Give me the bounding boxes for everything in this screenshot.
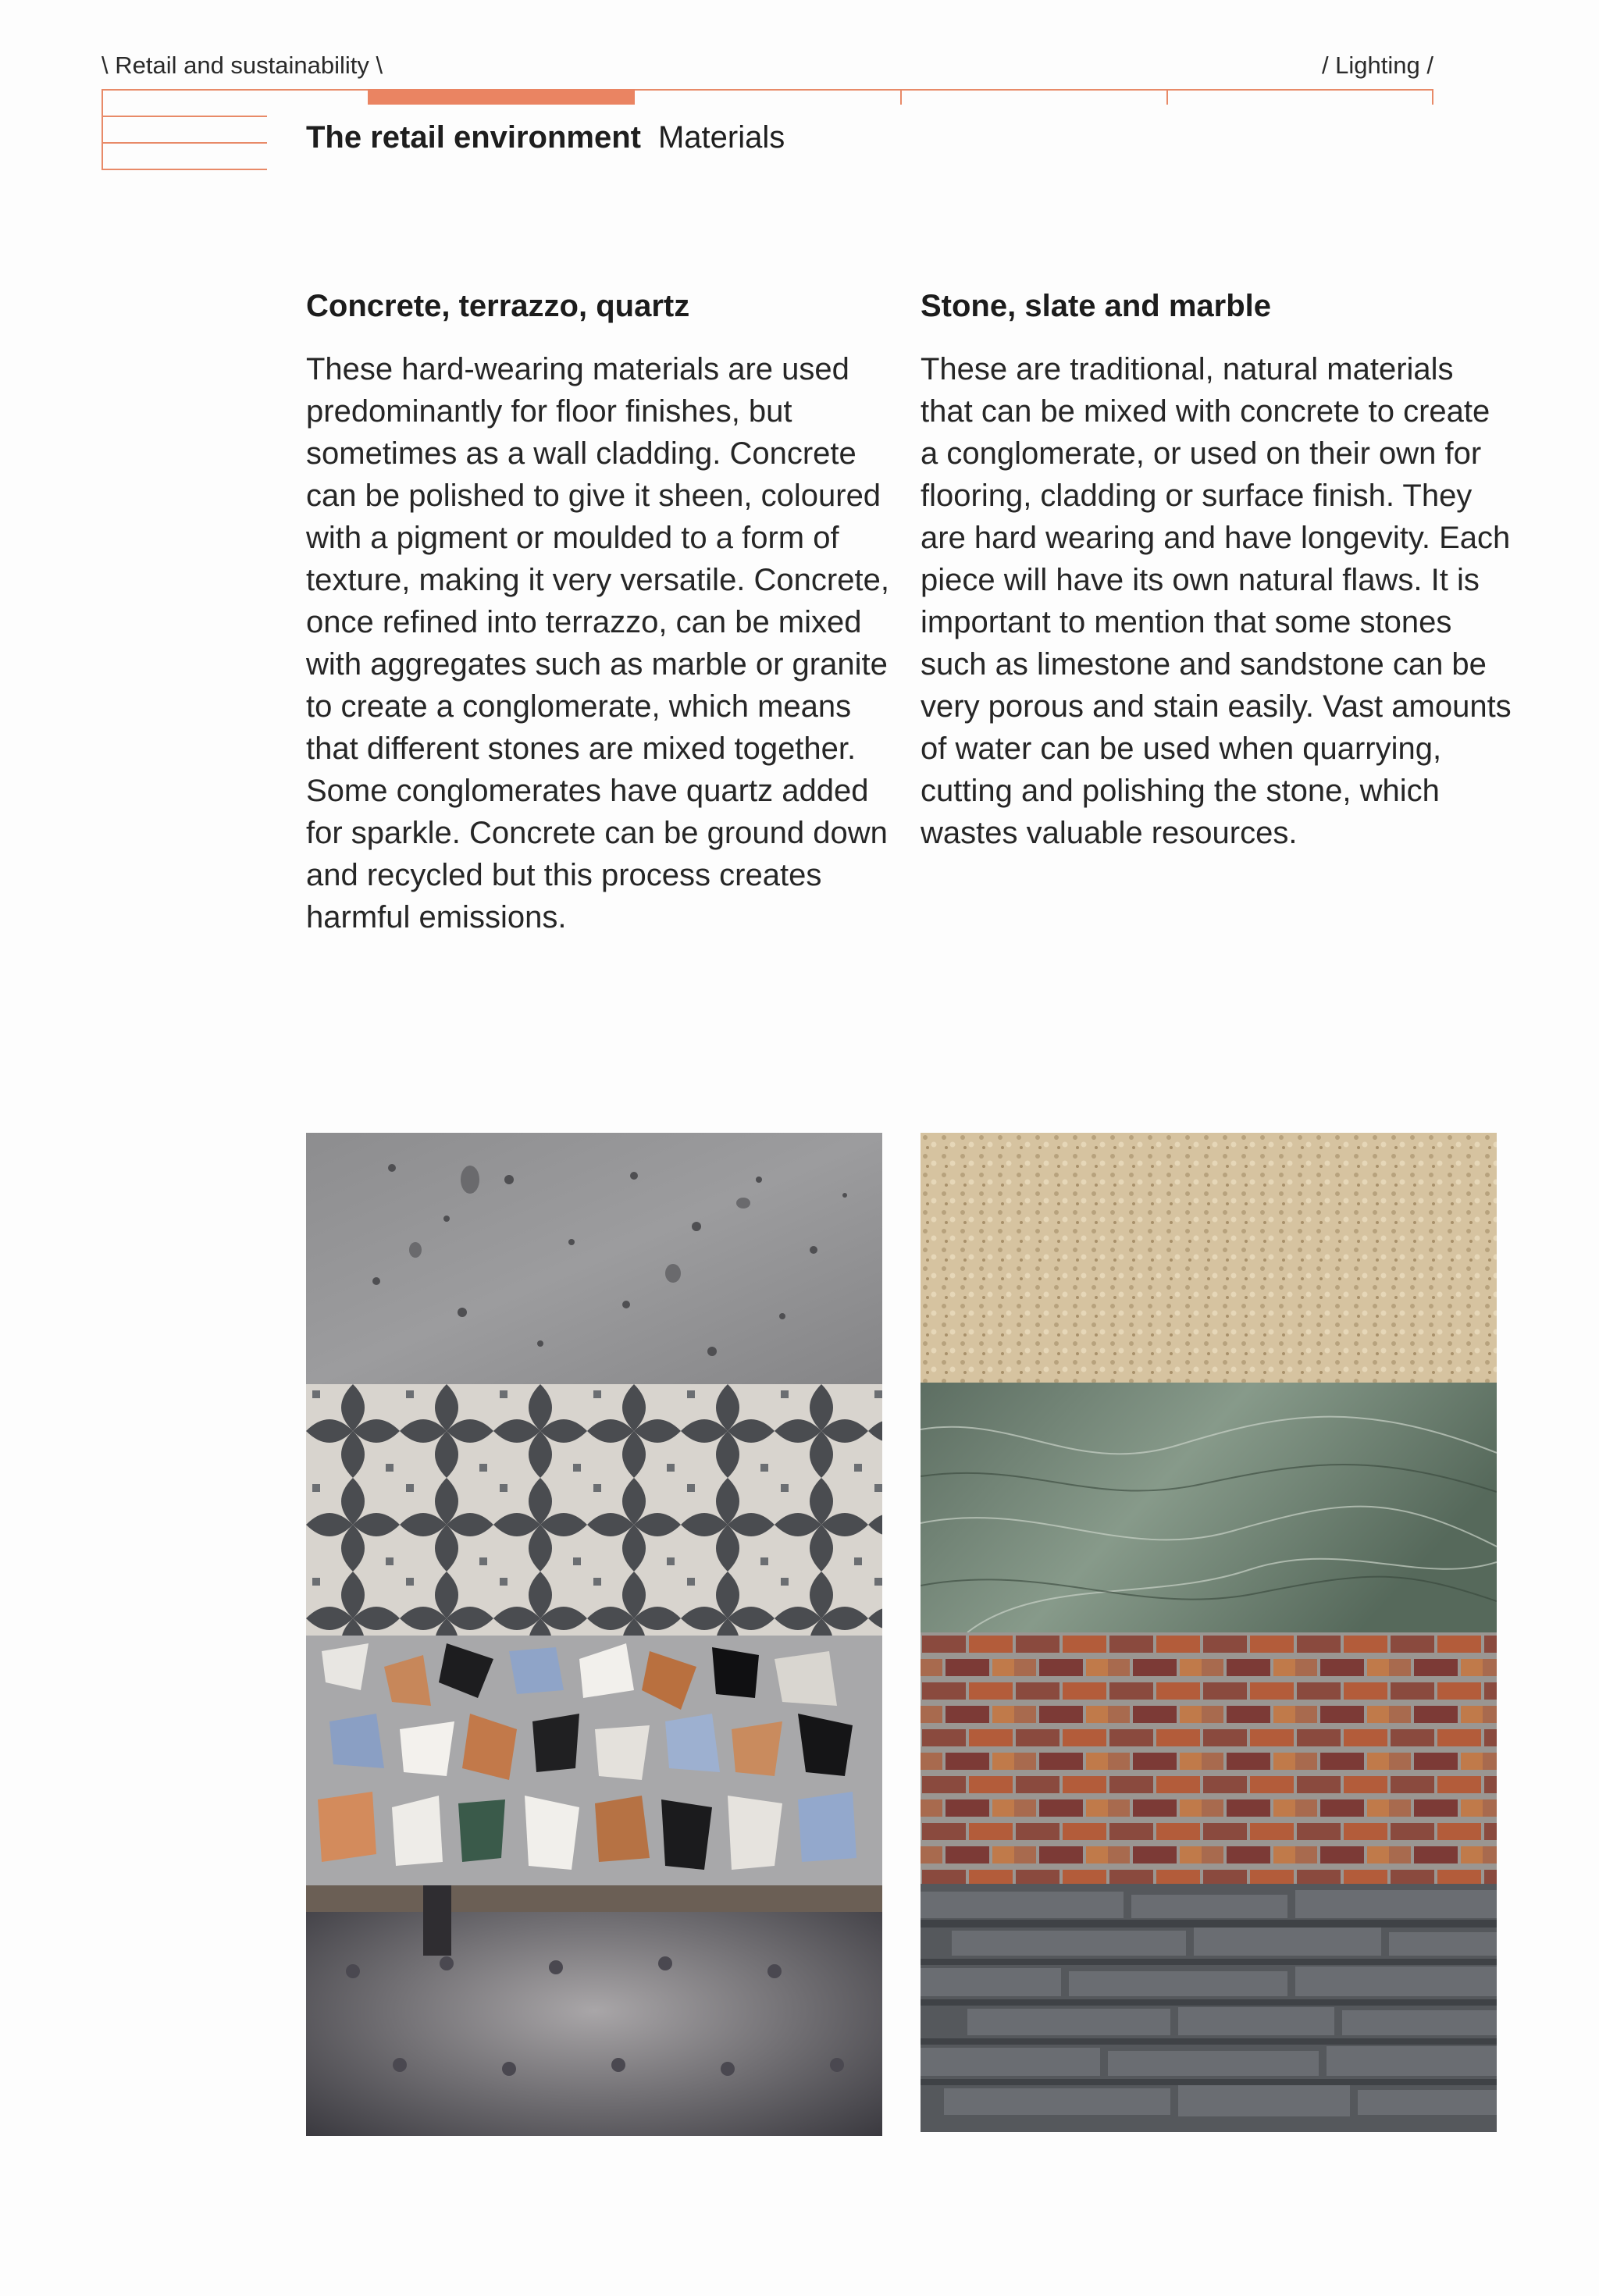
active-section-tab [368, 89, 635, 105]
green-marble-swatch [921, 1383, 1497, 1632]
margin-rule [101, 142, 267, 144]
subsection-title: Materials [657, 120, 785, 155]
column-body: These are traditional, natural materials that can be mixed with concrete to create a conglomerate, or used on their own for flooring, cladding or surface finish. They are hard wearing and have longevity. Each piece will have its own natural flaws. It is important to mention that some stones such as limestone and sandstone can be very porous and stain easily. Vast amounts of water can be used when quarrying, cutting and polishing the stone, which wastes valuable resources. [921, 352, 1512, 850]
margin-rule [101, 116, 267, 117]
column-concrete [306, 287, 899, 938]
header-left-edge [101, 89, 103, 170]
header-top-rule [101, 89, 1433, 91]
slate-cladding-swatch [921, 1884, 1497, 2132]
column-heading: Stone, slate and marble [921, 289, 1272, 323]
column-heading: Concrete, terrazzo, quartz [306, 289, 690, 323]
terrazzo-swatch [306, 1636, 882, 1885]
page-title [306, 120, 785, 155]
header-tick [900, 89, 902, 105]
column-stone [921, 287, 1514, 854]
breadcrumb-right: / Lighting / [1321, 52, 1433, 79]
cast-concrete-panel-swatch [306, 1885, 882, 2136]
brick-wall-swatch [921, 1632, 1497, 1884]
breadcrumb-left: \ Retail and sustainability \ [101, 52, 383, 79]
sandstone-swatch [921, 1133, 1497, 1383]
patterned-tile-swatch [306, 1384, 882, 1636]
header-tick [1166, 89, 1168, 105]
margin-rule [101, 169, 267, 170]
section-title: The retail environment [306, 120, 641, 155]
concrete-swatch [306, 1133, 882, 1384]
header-tick [1432, 89, 1433, 105]
column-body: These hard-wearing materials are used predominantly for floor finishes, but sometimes as a wall cladding. Concrete can be polished to give it sheen, coloured with a pigment or moulded to a form of texture, making it very versatile. Concrete, once refined into terrazzo, can be mixed with aggregates such as marble or granite to create a conglomerate, which means that different stones are mixed together. Some conglomerates have quartz added for sparkle. Concrete can be ground down and recycled but this process creates harmful emissions. [306, 352, 889, 934]
